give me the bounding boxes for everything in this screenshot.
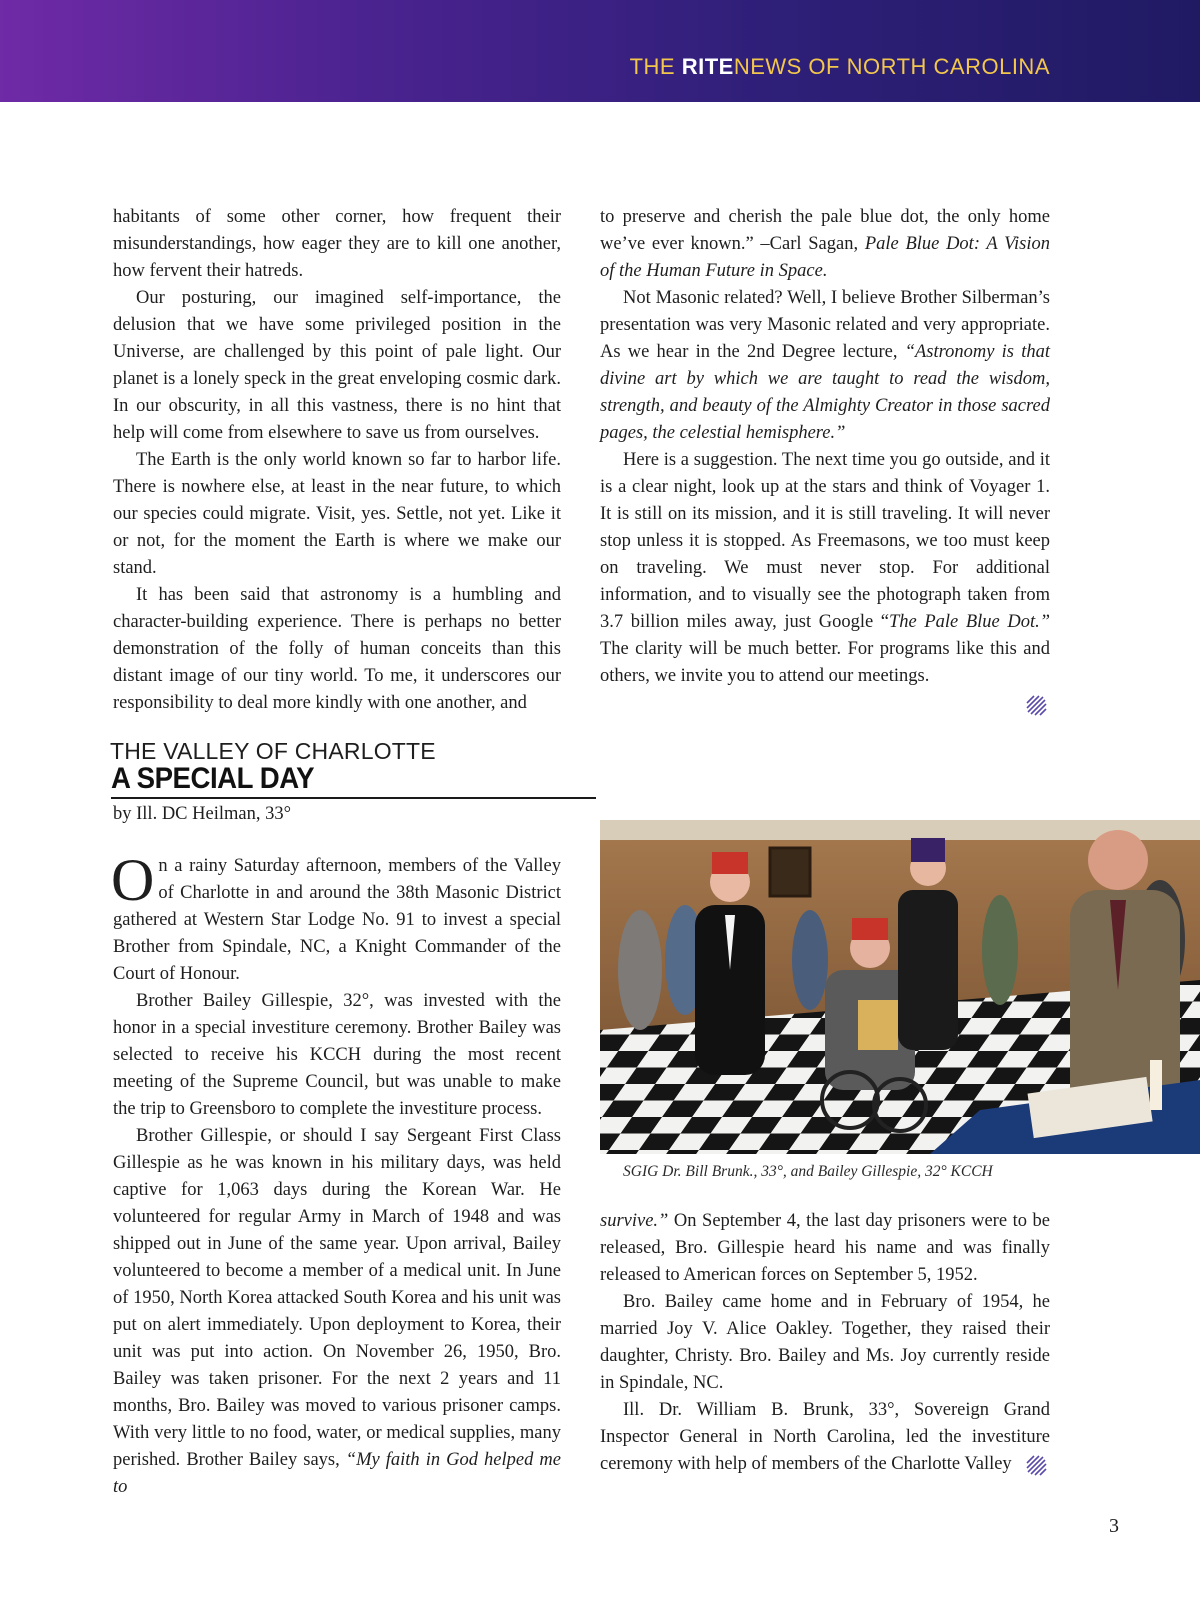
paragraph: Brother Bailey Gillespie, 32°, was invested with the honor in a special investiture ceremony. Brother Bailey was selected to receive his KCCH during the most recent meeting of the Supreme Council, but was unable to make the trip to Greensboro to complete the investiture process. [113, 991, 561, 1119]
paragraph: Brother Gillespie, or should I say Sergeant First Class Gillespie as he was known in his military days, was held captive for 1,063 days during the Korean War. He volunteered for regular Army in March of 1948 and was shipped out in June of the same year. Upon arrival, Bailey volunteered to become a member of a medical unit. In June of 1950, North Korea attacked South Korea and his unit was put on alert immediately. Upon deployment to Korea, their unit was put into action. On November 26, 1950, Bro. Bailey was taken prisoner. For the next 2 years and 11 months, Bro. Bailey was moved to various prisoner camps. With very little to no food, water, or medical supplies, many perished. Brother Bailey says, “My faith in God helped me to [113, 1126, 561, 1497]
publication-title: THE RITENEWS OF NORTH CAROLINA [629, 54, 1050, 79]
paragraph: Our posturing, our imagined self-importance, the delusion that we have some privileged position in the Universe, are challenged by this point of pale light. Our planet is a lonely speck in the great enveloping cosmic dark. In our obscurity, in all this vastness, there is no hint that help will come from elsewhere to save us from ourselves. [113, 288, 561, 443]
section-kicker: THE VALLEY OF CHARLOTTE [110, 738, 436, 764]
paragraph: The Earth is the only world known so far to harbor life. There is nowhere else, at least in the near future, to which our species could migrate. Visit, yes. Settle, not yet. Like it or not, for the moment the Earth is where we make our stand. [113, 450, 561, 578]
ceremony-photo [600, 820, 1200, 1154]
byline: by Ill. DC Heilman, 33° [113, 804, 291, 824]
paragraph: Not Masonic related? Well, I believe Brother Silberman’s presentation was very Masonic related and very appropriate. As we hear in the 2nd Degree lecture, “Astronomy is that divine art by which we are taught to read the wisdom, strength, and beauty of the Almighty Creator in those sacred pages, the celestial hemisphere.” [600, 288, 1050, 443]
paragraph: survive.” On September 4, the last day prisoners were to be released, Bro. Gillespie heard his name and was finally released to American forces on September 5, 1952. [600, 1211, 1050, 1285]
end-of-article-icon [1026, 1455, 1048, 1477]
paragraph: habitants of some other corner, how frequent their misunderstandings, how eager they are to kill one another, how fervent their hatreds. [113, 207, 561, 281]
article-title: A SPECIAL DAY [111, 762, 315, 795]
paragraph: to preserve and cherish the pale blue dot, the only home we’ve ever known.” –Carl Sagan, Pale Blue Dot: A Vision of the Human Future in Space. [600, 207, 1050, 281]
paragraph: Bro. Bailey came home and in February of 1954, he married Joy V. Alice Oakley. Together, they raised their daughter, Christy. Bro. Bailey and Ms. Joy currently reside in Spindale, NC. [600, 1292, 1050, 1393]
end-of-article-icon [1026, 695, 1048, 717]
drop-cap: O [111, 847, 155, 913]
page-number: 3 [1109, 1515, 1119, 1537]
title-divider [111, 797, 596, 799]
paragraph: Here is a suggestion. The next time you go outside, and it is a clear night, look up at the stars and think of Voyager 1. It is still on its mission, and it is still traveling. It will never stop unless it is stopped. As Freemasons, we too must keep on traveling. We must never stop. For additional information, and to visually see the photograph taken from 3.7 billion miles away, just Google “The Pale Blue Dot.” The clarity will be much better. For programs like this and others, we invite you to attend our meetings. [600, 450, 1051, 686]
paragraph: It has been said that astronomy is a humbling and character-building experience. There is perhaps no better demonstration of the folly of human conceits than this distant image of our tiny world. To me, it underscores our responsibility to deal more kindly with one another, and [113, 585, 561, 713]
photo-caption: SGIG Dr. Bill Brunk., 33°, and Bailey Gillespie, 32° KCCH [623, 1163, 993, 1180]
photo-image [600, 820, 1200, 1154]
article2-right-column [600, 1208, 1050, 1478]
header-banner [0, 0, 1200, 102]
paragraph: On a rainy Saturday afternoon, members of the Valley of Charlotte in and around the 38th Masonic District gathered at Western Star Lodge No. 91 to invest a special Brother from Spindale, NC, a Knight Commander of the Court of Honour. [111, 847, 561, 984]
article1-right-column [600, 204, 1050, 690]
paragraph: Ill. Dr. William B. Brunk, 33°, Sovereign Grand Inspector General in North Carolina, led the investiture ceremony with help of members of the Charlotte Valley [600, 1400, 1050, 1474]
article1-left-column [113, 204, 561, 717]
article2-left-column [111, 847, 561, 1501]
